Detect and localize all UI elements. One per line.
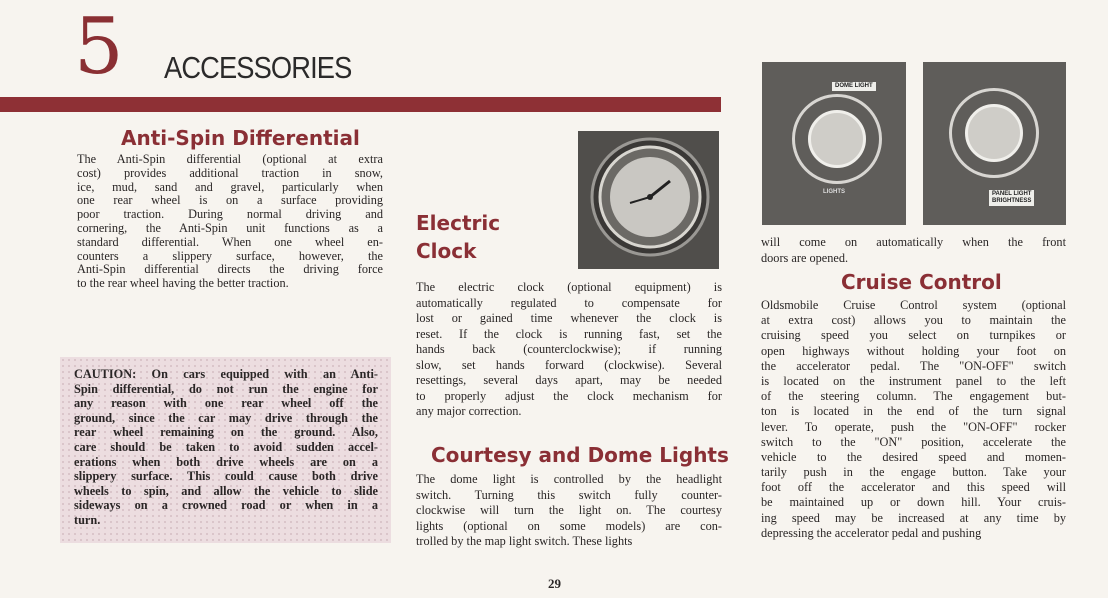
text-line: automatically regulated to compensate for xyxy=(416,295,722,310)
text-line: open highways without holding your foot on xyxy=(761,343,1066,358)
text-line: foot off the accelerator and this speed will xyxy=(761,480,1066,495)
panel-light-label xyxy=(989,190,1034,206)
text-line: reset. If the clock is running fast, set the xyxy=(416,326,722,341)
caution-box xyxy=(60,357,391,543)
text-line: tarily push in the engage button. Take your xyxy=(761,465,1066,480)
text-line: Oldsmobile Cruise Control system (optional xyxy=(761,298,1066,312)
chapter-number: 5 xyxy=(74,2,124,92)
text-line: clockwise will turn the light on. The courtesy xyxy=(416,503,722,517)
page-number: 29 xyxy=(548,576,561,591)
text-line: ton is located in the end of the turn signal xyxy=(761,404,1066,419)
text-line: slow, set hands forward (clockwise). Several xyxy=(416,357,722,372)
text-line: of the steering column. The engagement but- xyxy=(761,389,1066,404)
panel-light-photo xyxy=(923,62,1066,225)
text-line: ice, mud, sand and gravel, particularly when xyxy=(77,179,383,194)
lights-knob-label: LIGHTS xyxy=(823,189,845,195)
text-line: lost or gained time whenever the clock is xyxy=(416,311,722,325)
text-line: lever. To operate, push the "ON-OFF" rocker xyxy=(761,419,1066,434)
text-line: turn. xyxy=(74,512,101,527)
panel-light-label-2: BRIGHTNESS xyxy=(992,198,1032,205)
panel-light-label-1: PANEL LIGHT xyxy=(992,191,1032,197)
text-line: at extra cost) allows you to maintain the xyxy=(761,313,1066,328)
anti-spin-body xyxy=(77,153,383,291)
text-line: be maintained up or down hill. Your cruis- xyxy=(761,495,1066,510)
text-line: slippery surface. This could cause both drive xyxy=(74,469,378,484)
text-line: to the rear wheel having the better traction. xyxy=(77,276,289,291)
text-line: switch to the "ON" position, accelerate the xyxy=(761,434,1066,449)
clock-icon xyxy=(578,131,719,269)
cruise-control-heading: Cruise Control xyxy=(841,270,1002,294)
text-line: vehicle to the desired speed and momen- xyxy=(761,449,1066,464)
cruise-control-body xyxy=(761,298,1066,541)
caution-text xyxy=(74,367,378,528)
text-line: The electric clock (optional equipment) is xyxy=(416,280,722,294)
chapter-divider-bar xyxy=(0,97,721,112)
text-line: one rear wheel is on a surface providing xyxy=(77,193,383,208)
text-line: hands back (counterclockwise); if running xyxy=(416,342,722,356)
courtesy-continued xyxy=(761,235,1066,266)
text-line: lights (optional on some models) are con- xyxy=(416,518,722,533)
electric-clock-heading-1: Electric xyxy=(416,211,501,235)
anti-spin-heading: Anti-Spin Differential xyxy=(121,126,360,150)
text-line: poor traction. During normal driving and xyxy=(77,207,383,222)
text-line: CAUTION: On cars equipped with an Anti- xyxy=(74,367,378,381)
courtesy-body xyxy=(416,472,722,550)
text-line: is located on the instrument panel to the left xyxy=(761,373,1066,388)
text-line: cornering, the Anti-Spin unit functions as a xyxy=(77,220,383,235)
text-line: care should be taken to avoid sudden accel- xyxy=(74,439,378,454)
text-line: cost) provides additional traction in snow, xyxy=(77,165,383,180)
text-line: ground, since the car may drive through the xyxy=(74,410,378,425)
text-line: counters a slippery surface, however, the xyxy=(77,248,383,263)
text-line: switch. Turning this switch fully counter- xyxy=(416,487,722,502)
dome-light-label: DOME LIGHT xyxy=(832,82,876,91)
courtesy-heading: Courtesy and Dome Lights xyxy=(431,443,729,467)
text-line: to properly adjust the clock mechanism for xyxy=(416,388,722,403)
clock-photo xyxy=(578,131,719,269)
text-line: The Anti-Spin differential (optional at extra xyxy=(77,152,383,166)
electric-clock-heading-2: Clock xyxy=(416,239,477,263)
dome-light-photo xyxy=(762,62,906,225)
text-line: standard differential. When one wheel en- xyxy=(77,234,383,249)
text-line: doors are opened. xyxy=(761,250,849,265)
electric-clock-body xyxy=(416,280,722,420)
text-line: sideways on a crowned road or when in a xyxy=(74,498,378,513)
text-line: Spin differential, do not run the engine for xyxy=(74,381,378,396)
text-line: The dome light is controlled by the headlight xyxy=(416,472,722,486)
text-line: erations when both drive wheels are on a xyxy=(74,454,378,469)
text-line: cruising speed you select on turnpikes or xyxy=(761,328,1066,343)
text-line: the accelerator pedal. The "ON-OFF" switch xyxy=(761,358,1066,373)
text-line: will come on automatically when the front xyxy=(761,235,1066,249)
text-line: wheels to spin, and allow the vehicle to slide xyxy=(74,483,378,498)
text-line: ing speed may be increased at any time by xyxy=(761,510,1066,525)
text-line: Anti-Spin differential directs the driving force xyxy=(77,262,383,277)
text-line: depressing the accelerator pedal and pushing xyxy=(761,525,982,540)
text-line: resettings, several days apart, may be needed xyxy=(416,373,722,387)
chapter-title: ACCESSORIES xyxy=(164,50,352,85)
text-line: trolled by the map light switch. These lights xyxy=(416,534,633,548)
text-line: any reason with one rear wheel off the xyxy=(74,396,378,411)
text-line: any major correction. xyxy=(416,404,522,418)
text-line: rear wheel remaining on the ground. Also, xyxy=(74,425,378,440)
